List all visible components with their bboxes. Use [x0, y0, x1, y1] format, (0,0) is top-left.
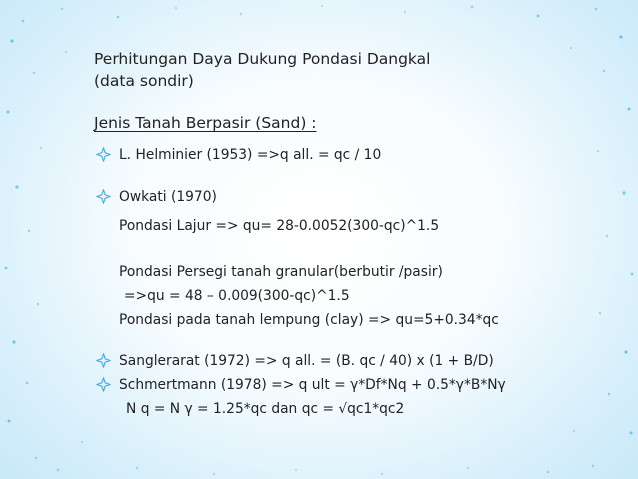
four-pointed-star-icon	[96, 377, 111, 392]
method-helminier: L. Helminier (1953) =>q all. = qc / 10	[119, 147, 382, 163]
owkati-lajur: Pondasi Lajur => qu= 28-0.0052(300-qc)^1.5	[119, 218, 440, 234]
method-owkati: Owkati (1970)	[119, 189, 217, 205]
schmertmann-note: N q = N γ = 1.25*qc dan qc = √qc1*qc2	[126, 401, 405, 417]
owkati-persegi: Pondasi Persegi tanah granular(berbutir /pasir)	[119, 264, 443, 280]
title-line-2: (data sondir)	[94, 72, 194, 90]
owkati-persegi-equation: =>qu = 48 – 0.009(300-qc)^1.5	[124, 288, 350, 304]
four-pointed-star-icon	[96, 189, 111, 204]
four-pointed-star-icon	[96, 147, 111, 162]
owkati-lempung: Pondasi pada tanah lempung (clay) => qu=5+0.34*qc	[119, 312, 499, 328]
four-pointed-star-icon	[96, 353, 111, 368]
method-sanglerat: Sanglerarat (1972) => q all. = (B. qc / 40) x (1 + B/D)	[119, 353, 494, 369]
slide-title	[94, 48, 514, 92]
method-schmertmann: Schmertmann (1978) => q ult = γ*Df*Nq + 0.5*γ*B*Nγ	[119, 377, 506, 393]
title-line-1: Perhitungan Daya Dukung Pondasi Dangkal	[94, 50, 431, 68]
section-heading: Jenis Tanah Berpasir (Sand) :	[94, 114, 317, 132]
